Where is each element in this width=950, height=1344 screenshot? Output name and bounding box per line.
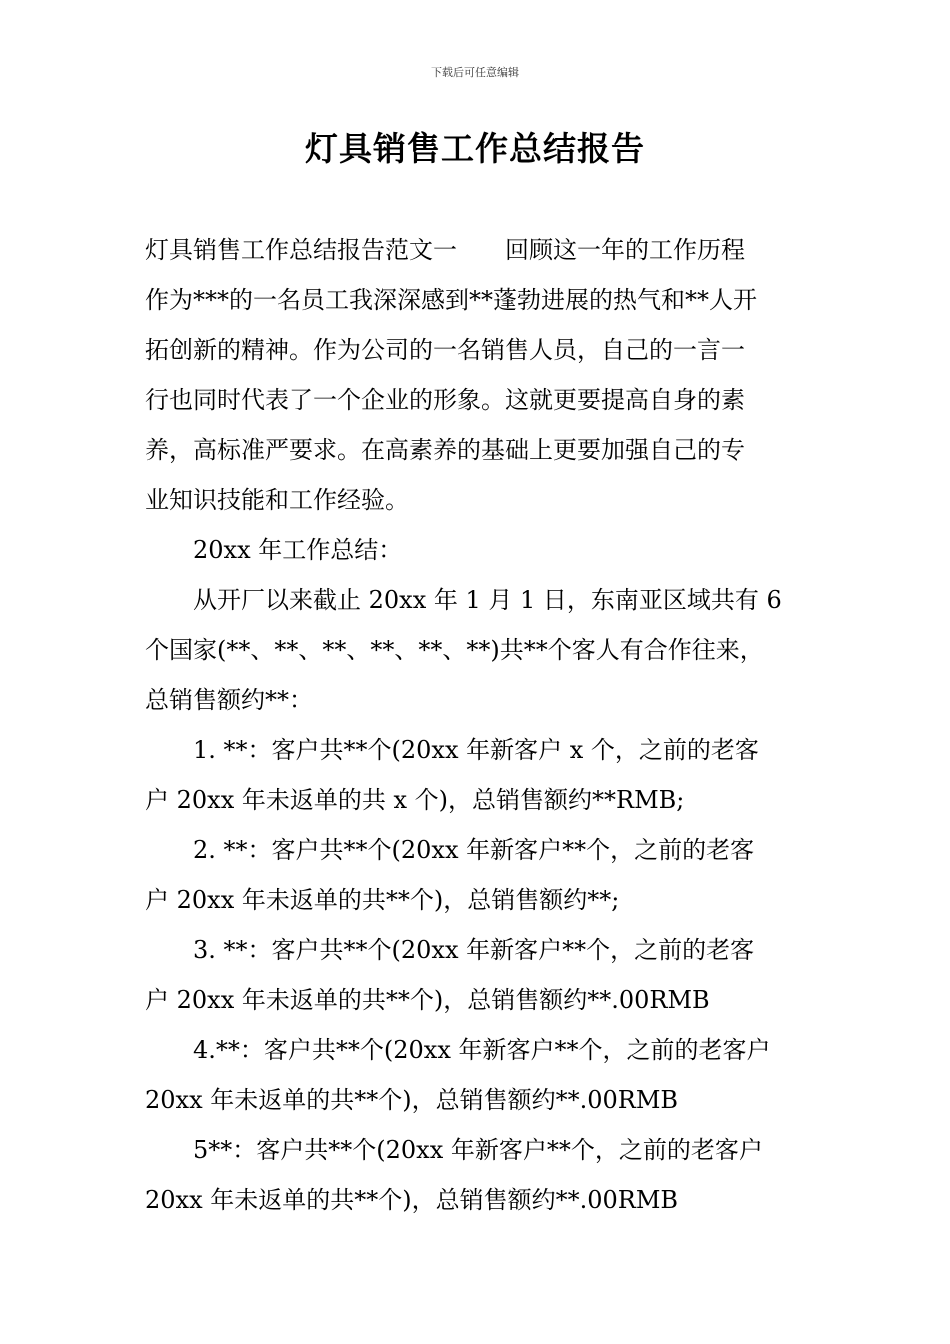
list-item-3: [145, 925, 810, 1025]
text-line: 户 20xx 年未返单的共**个)，总销售额约**;: [145, 886, 620, 914]
text-line: 1. **：客户共**个(20xx 年新客户 x 个，之前的老客: [145, 736, 759, 764]
text-line: 总销售额约**：: [145, 686, 313, 714]
text-line: 从开厂以来截止 20xx 年 1 月 1 日，东南亚区域共有 6: [145, 586, 782, 614]
text-line: 4.**：客户共**个(20xx 年新客户**个，之前的老客户: [145, 1036, 771, 1064]
text-line: 20xx 年未返单的共**个)，总销售额约**.00RMB: [145, 1186, 679, 1214]
paragraph-intro: [145, 225, 810, 525]
text-line: 行也同时代表了一个企业的形象。这就更要提高自身的素: [145, 386, 745, 414]
text-line: 3. **：客户共**个(20xx 年新客户**个，之前的老客: [145, 936, 755, 964]
text-line: 个国家(**、**、**、**、**、**)共**个客人有合作往来，: [145, 636, 764, 664]
text-line: 5**：客户共**个(20xx 年新客户**个，之前的老客户: [145, 1136, 763, 1164]
document-body: [145, 225, 810, 1225]
text-line: 2. **：客户共**个(20xx 年新客户**个，之前的老客: [145, 836, 755, 864]
text-line: 20xx 年未返单的共**个)，总销售额约**.00RMB: [145, 1086, 679, 1114]
paragraph-summary-heading: [145, 525, 810, 575]
list-item-4: [145, 1025, 810, 1125]
paragraph-overview: [145, 575, 810, 725]
list-item-5: [145, 1125, 810, 1225]
header-note: 下载后可任意编辑: [431, 66, 519, 79]
text-line: 拓创新的精神。作为公司的一名销售人员，自己的一言一: [145, 336, 745, 364]
text-line: 20xx 年工作总结：: [145, 536, 403, 564]
text-line: 灯具销售工作总结报告范文一 回顾这一年的工作历程: [145, 236, 745, 264]
document-title: 灯具销售工作总结报告: [305, 129, 645, 168]
text-line: 户 20xx 年未返单的共 x 个)，总销售额约**RMB;: [145, 786, 685, 814]
list-item-1: [145, 725, 810, 825]
list-item-2: [145, 825, 810, 925]
text-line: 养，高标准严要求。在高素养的基础上更要加强自己的专: [145, 436, 745, 464]
text-line: 作为***的一名员工我深深感到**蓬勃进展的热气和**人开: [145, 286, 757, 314]
text-line: 业知识技能和工作经验。: [145, 486, 409, 514]
text-line: 户 20xx 年未返单的共**个)，总销售额约**.00RMB: [145, 986, 710, 1014]
